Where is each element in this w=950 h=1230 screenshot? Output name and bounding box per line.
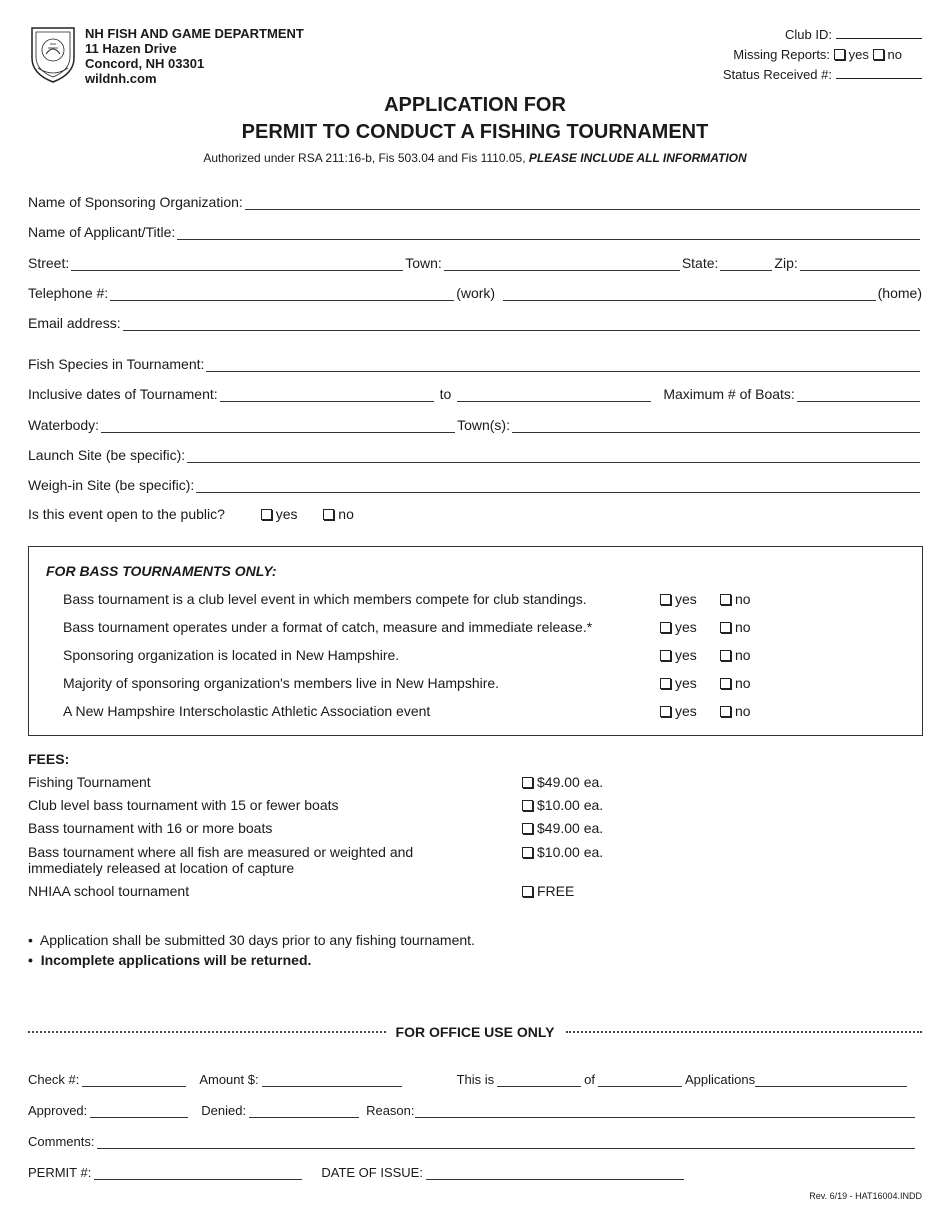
title-line1: APPLICATION FOR [384, 94, 566, 116]
note-1: • Application shall be submitted 30 days prior to any fishing tournament. [28, 932, 475, 948]
max-boats-field[interactable] [797, 389, 920, 402]
no-label: no [735, 591, 751, 607]
note-1-text: Application shall be submitted 30 days prior to any fishing tournament. [39, 932, 475, 948]
nh-fish-game-seal-icon [28, 24, 78, 84]
bass-q1-no[interactable] [720, 591, 751, 607]
denied-label: Denied: [201, 1103, 247, 1118]
yes-label: yes [675, 647, 697, 663]
fee-option[interactable] [522, 774, 603, 790]
department-address [85, 26, 304, 86]
towns-label: Town(s): [457, 417, 510, 433]
start-date-field[interactable] [220, 389, 434, 402]
fee-option[interactable] [522, 820, 603, 836]
checkbox-icon[interactable] [660, 594, 671, 605]
checkbox-icon[interactable] [522, 800, 533, 811]
office-top-block [723, 25, 922, 85]
app-number-field[interactable] [497, 1075, 581, 1087]
check-field[interactable] [82, 1075, 186, 1087]
bass-title: FOR BASS TOURNAMENTS ONLY: [46, 563, 277, 579]
open-public-label: Is this event open to the public? [28, 506, 225, 522]
public-yes-checkbox[interactable] [261, 509, 272, 520]
sponsoring-org-row [28, 192, 922, 210]
office-use-title: FOR OFFICE USE ONLY [395, 1024, 555, 1040]
this-is-label: This is [456, 1072, 495, 1087]
max-boats-label: Maximum # of Boats: [663, 386, 795, 402]
applications-label: Applications [684, 1072, 756, 1087]
missing-reports-label: Missing Reports: [733, 47, 831, 62]
amount-field[interactable] [262, 1075, 402, 1087]
checkbox-icon[interactable] [720, 678, 731, 689]
approved-label: Approved: [28, 1103, 88, 1118]
date-issue-field[interactable] [426, 1168, 684, 1180]
fee-option[interactable] [522, 844, 603, 860]
bass-q4-yes[interactable] [660, 675, 697, 691]
approved-field[interactable] [90, 1106, 188, 1118]
fee-label: Bass tournament where all fish are measured or weighted and immediately released at location of capture [28, 844, 414, 876]
status-received-row [723, 65, 922, 85]
work-label: (work) [456, 285, 496, 301]
bass-q4-no[interactable] [720, 675, 751, 691]
home-label: (home) [877, 285, 922, 301]
launch-site-label: Launch Site (be specific): [28, 447, 186, 463]
revision-note: Rev. 6/19 - HAT16004.INDD [809, 1191, 922, 1201]
fee-label: Fishing Tournament [28, 774, 151, 790]
home-phone-field[interactable] [503, 288, 876, 301]
end-date-field[interactable] [457, 389, 651, 402]
checkbox-icon[interactable] [660, 622, 671, 633]
waterbody-label: Waterbody: [28, 417, 100, 433]
applicant-field[interactable] [177, 227, 920, 240]
title-line2: PERMIT TO CONDUCT A FISHING TOURNAMENT [241, 121, 709, 143]
fee-label: Bass tournament with 16 or more boats [28, 820, 273, 836]
bass-q5-no[interactable] [720, 703, 751, 719]
missing-yes-label: yes [848, 47, 869, 62]
note-2-text: Incomplete applications will be returned. [40, 952, 312, 968]
weighin-site-row [28, 475, 922, 493]
bass-q2-no[interactable] [720, 619, 751, 635]
office-row-3 [28, 1133, 918, 1149]
fee-option[interactable] [522, 883, 574, 899]
applicant-row [28, 222, 922, 240]
authorized-text: Authorized under RSA 211:16-b, Fis 503.04 and Fis 1110.05, [203, 151, 526, 165]
no-label: no [735, 619, 751, 635]
weighin-site-field[interactable] [196, 480, 920, 493]
fee-price: $49.00 ea. [537, 820, 604, 836]
office-row-4 [28, 1164, 687, 1180]
club-id-row [723, 25, 922, 45]
applications-field[interactable] [755, 1075, 907, 1087]
fee-price: $49.00 ea. [537, 774, 604, 790]
bass-question: A New Hampshire Interscholastic Athletic Association event [63, 703, 431, 719]
public-no-label: no [338, 506, 354, 522]
date-issue-label: DATE OF ISSUE: [321, 1165, 423, 1180]
sponsoring-org-label: Name of Sponsoring Organization: [28, 194, 243, 210]
bass-q3-yes[interactable] [660, 647, 697, 663]
checkbox-icon[interactable] [522, 823, 533, 834]
bass-question: Bass tournament is a club level event in which members compete for club standings. [63, 591, 587, 607]
fee-price: $10.00 ea. [537, 797, 604, 813]
office-row-1 [28, 1071, 910, 1087]
permit-field[interactable] [94, 1168, 302, 1180]
status-received-label: Status Received #: [722, 67, 832, 82]
reason-field[interactable] [415, 1106, 916, 1118]
fee-label: Club level bass tournament with 15 or fewer boats [28, 797, 339, 813]
checkbox-icon[interactable] [660, 650, 671, 661]
bass-q5-yes[interactable] [660, 703, 697, 719]
towns-field[interactable] [512, 420, 920, 433]
denied-field[interactable] [249, 1106, 359, 1118]
missing-yes-checkbox[interactable] [834, 49, 845, 60]
applicant-label: Name of Applicant/Title: [28, 224, 176, 240]
fish-species-field[interactable] [206, 359, 920, 372]
fees-heading: FEES: [28, 751, 70, 767]
checkbox-icon[interactable] [720, 706, 731, 717]
fee-option[interactable] [522, 797, 603, 813]
bass-q1-yes[interactable] [660, 591, 697, 607]
no-label: no [735, 703, 751, 719]
office-row-2 [28, 1102, 918, 1118]
missing-reports-row [723, 45, 902, 65]
amount-label: Amount $: [199, 1072, 259, 1087]
missing-no-checkbox[interactable] [873, 49, 884, 60]
subtitle [0, 151, 950, 165]
no-label: no [735, 675, 751, 691]
checkbox-icon[interactable] [522, 886, 533, 897]
telephone-row [28, 283, 922, 301]
checkbox-icon[interactable] [660, 678, 671, 689]
open-public-row [28, 506, 354, 522]
club-id-label: Club ID: [785, 27, 832, 42]
comments-label: Comments: [28, 1134, 95, 1149]
zip-label: Zip: [774, 255, 798, 271]
checkbox-icon[interactable] [522, 847, 533, 858]
email-label: Email address: [28, 315, 121, 331]
public-no-checkbox[interactable] [323, 509, 334, 520]
launch-site-row [28, 445, 922, 463]
email-row [28, 313, 922, 331]
include-all-text: PLEASE INCLUDE ALL INFORMATION [528, 151, 747, 165]
fish-species-row [28, 354, 922, 372]
dates-row [28, 384, 922, 402]
fish-species-label: Fish Species in Tournament: [28, 356, 205, 372]
checkbox-icon[interactable] [522, 777, 533, 788]
inclusive-dates-label: Inclusive dates of Tournament: [28, 386, 218, 402]
launch-site-field[interactable] [187, 450, 920, 463]
website: wildnh.com [85, 71, 157, 86]
zip-field[interactable] [800, 258, 920, 271]
note-2: • Incomplete applications will be returned. [28, 952, 312, 968]
town-field[interactable] [444, 258, 680, 271]
waterbody-row [28, 415, 922, 433]
fee-label: NHIAA school tournament [28, 883, 190, 899]
work-phone-field[interactable] [110, 288, 454, 301]
telephone-label: Telephone #: [28, 285, 109, 301]
no-label: no [735, 647, 751, 663]
comments-field[interactable] [97, 1137, 915, 1149]
checkbox-icon[interactable] [720, 650, 731, 661]
email-field[interactable] [123, 318, 920, 331]
town-label: Town: [405, 255, 442, 271]
bass-question: Sponsoring organization is located in New Hampshire. [63, 647, 400, 663]
bass-question: Majority of sponsoring organization's members live in New Hampshire. [63, 675, 500, 691]
app-total-field[interactable] [598, 1075, 682, 1087]
address-row [28, 253, 922, 271]
waterbody-field[interactable] [101, 420, 455, 433]
sponsoring-org-field[interactable] [245, 197, 920, 210]
yes-label: yes [675, 675, 697, 691]
bass-q2-yes[interactable] [660, 619, 697, 635]
org-name: NH FISH AND GAME DEPARTMENT [85, 26, 304, 41]
fee-price: $10.00 ea. [537, 844, 604, 860]
check-label: Check #: [28, 1072, 80, 1087]
state-label: State: [681, 255, 719, 271]
address-line2: Concord, NH 03301 [85, 56, 205, 71]
checkbox-icon[interactable] [720, 622, 731, 633]
to-label: to [439, 386, 452, 402]
weighin-site-label: Weigh-in Site (be specific): [28, 477, 195, 493]
fee-price: FREE [537, 883, 575, 899]
bass-question: Bass tournament operates under a format of catch, measure and immediate release.* [63, 619, 593, 635]
club-id-field[interactable] [836, 26, 922, 39]
reason-label: Reason: [366, 1103, 415, 1118]
public-yes-label: yes [275, 506, 298, 522]
bass-q3-no[interactable] [720, 647, 751, 663]
address-line1: 11 Hazen Drive [85, 41, 177, 56]
checkbox-icon[interactable] [660, 706, 671, 717]
street-label: Street: [28, 255, 70, 271]
yes-label: yes [675, 619, 697, 635]
of-label: of [584, 1072, 595, 1087]
checkbox-icon[interactable] [720, 594, 731, 605]
state-field[interactable] [720, 258, 772, 271]
street-field[interactable] [71, 258, 403, 271]
status-received-field[interactable] [836, 66, 922, 79]
permit-label: PERMIT #: [28, 1165, 92, 1180]
yes-label: yes [675, 703, 697, 719]
missing-no-label: no [887, 47, 902, 62]
divider-right [566, 1031, 922, 1033]
yes-label: yes [675, 591, 697, 607]
